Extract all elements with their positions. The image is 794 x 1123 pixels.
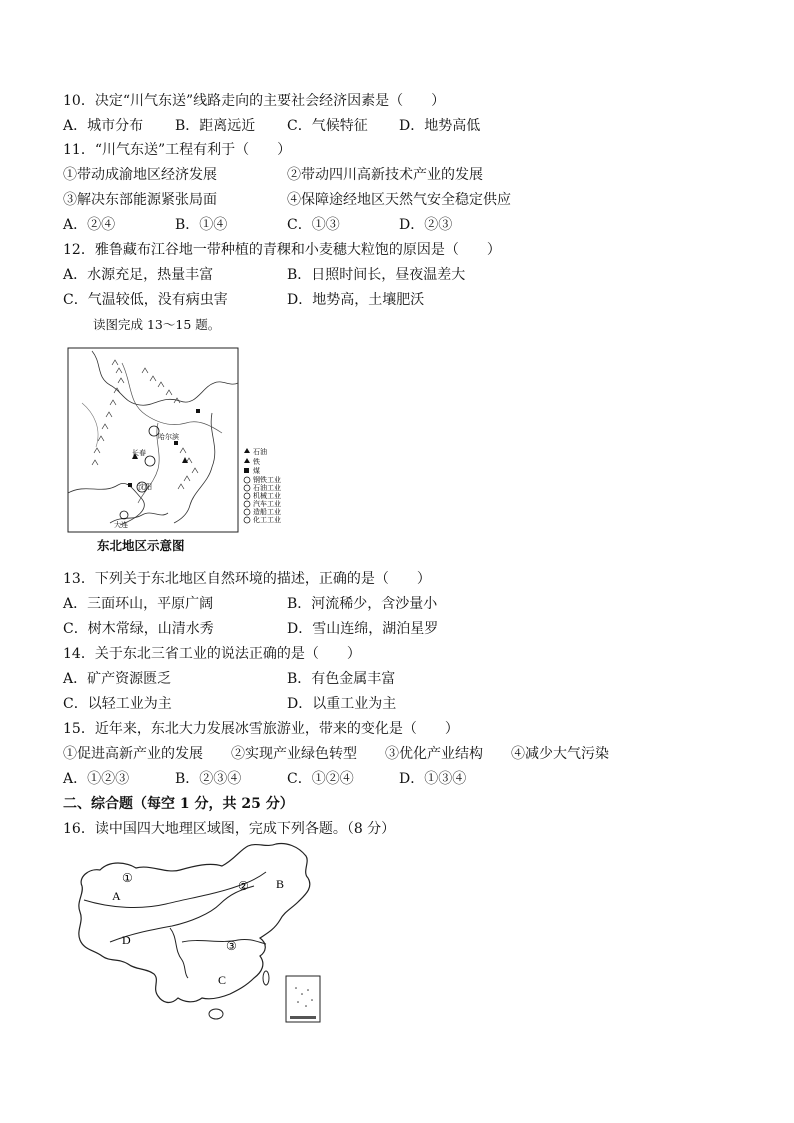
map1-legend <box>244 447 281 524</box>
q13-option-a: A．三面环山，平原广阔 <box>63 596 214 612</box>
region-d-label: D <box>122 933 131 947</box>
q10-option-c: C．气候特征 <box>287 118 368 134</box>
q11-stem: 11．“川气东送”工程有利于（ ） <box>63 142 292 158</box>
legend-petroleum-industry: 石油工业 <box>253 484 281 492</box>
q14-stem: 14．关于东北三省工业的说法正确的是（ ） <box>63 646 361 662</box>
q13-option-b: B．河流稀少，含沙量小 <box>287 596 438 612</box>
q11-statement-2: ②带动四川高新技术产业的发展 <box>287 167 483 183</box>
map1-caption: 东北地区示意图 <box>97 538 185 553</box>
map1-city-harbin: 哈尔滨 <box>158 433 179 441</box>
q11-statement-4: ④保障途经地区天然气安全稳定供应 <box>287 192 511 208</box>
map1-city-shenyang: 沈阳 <box>138 483 152 491</box>
section-2-title: 二、综合题（每空 1 分，共 25 分） <box>63 796 294 812</box>
q12-option-c: C．气温较低，没有病虫害 <box>63 292 228 308</box>
q16-stem: 16．读中国四大地理区域图，完成下列各题。（8 分） <box>63 821 396 837</box>
q13-option-c: C．树木常绿，山清水秀 <box>63 621 214 637</box>
marker-1: ① <box>122 871 133 885</box>
map1-city-changchun: 长春 <box>132 449 146 457</box>
region-b-label: B <box>276 877 285 891</box>
marker-2: ② <box>238 879 249 893</box>
region-c-label: C <box>218 973 227 987</box>
south-china-sea-inset <box>286 976 320 1022</box>
legend-oil: 石油 <box>253 448 267 456</box>
q11-option-c: C．①③ <box>287 217 340 233</box>
q11-statement-3: ③解决东部能源紧张局面 <box>63 192 217 208</box>
read-map-note: 读图完成 13～15 题。 <box>93 317 221 332</box>
q15-option-c: C．①②④ <box>287 771 354 787</box>
q12-stem: 12．雅鲁藏布江谷地一带种植的青稞和小麦穗大粒饱的原因是（ ） <box>63 242 501 258</box>
map1-city-dalian: 大连 <box>114 521 128 529</box>
q14-option-a: A．矿产资源匮乏 <box>63 671 172 687</box>
legend-shipbuilding: 造船工业 <box>253 508 281 516</box>
legend-steel: 钢铁工业 <box>253 476 281 484</box>
legend-coal: 煤 <box>253 467 260 475</box>
q15-option-a: A．①②③ <box>63 771 130 787</box>
q15-statements: ①促进高新产业的发展 ②实现产业绿色转型 ③优化产业结构 ④减少大气污染 <box>63 746 609 762</box>
northeast-map <box>62 343 284 535</box>
q10-option-d: D．地势高低 <box>399 118 481 134</box>
q11-statement-1: ①带动成渝地区经济发展 <box>63 167 217 183</box>
q14-option-d: D．以重工业为主 <box>287 696 397 712</box>
q11-option-b: B．①④ <box>175 217 228 233</box>
q14-option-c: C．以轻工业为主 <box>63 696 172 712</box>
q11-option-a: A．②④ <box>63 217 116 233</box>
legend-iron: 铁 <box>253 458 260 466</box>
legend-chemical: 化工工业 <box>253 516 281 524</box>
q12-option-a: A．水源充足，热量丰富 <box>63 267 214 283</box>
q12-option-b: B．日照时间长，昼夜温差大 <box>287 267 466 283</box>
legend-machinery: 机械工业 <box>253 492 281 500</box>
q12-option-d: D．地势高，土壤肥沃 <box>287 292 425 308</box>
q10-stem: 10．决定“川气东送”线路走向的主要社会经济因素是（ ） <box>63 93 446 109</box>
china-regions-map <box>70 838 332 1026</box>
region-a-label: A <box>112 889 121 903</box>
q13-stem: 13．下列关于东北地区自然环境的描述，正确的是（ ） <box>63 571 431 587</box>
q11-option-d: D．②③ <box>399 217 453 233</box>
q15-option-b: B．②③④ <box>175 771 242 787</box>
q10-option-a: A．城市分布 <box>63 118 144 134</box>
q10-option-b: B．距离远近 <box>175 118 256 134</box>
q15-option-d: D．①③④ <box>399 771 467 787</box>
legend-auto: 汽车工业 <box>253 500 281 508</box>
q13-option-d: D．雪山连绵，湖泊星罗 <box>287 621 439 637</box>
marker-3: ③ <box>226 939 237 953</box>
q15-stem: 15．近年来，东北大力发展冰雪旅游业，带来的变化是（ ） <box>63 721 459 737</box>
q14-option-b: B．有色金属丰富 <box>287 671 396 687</box>
